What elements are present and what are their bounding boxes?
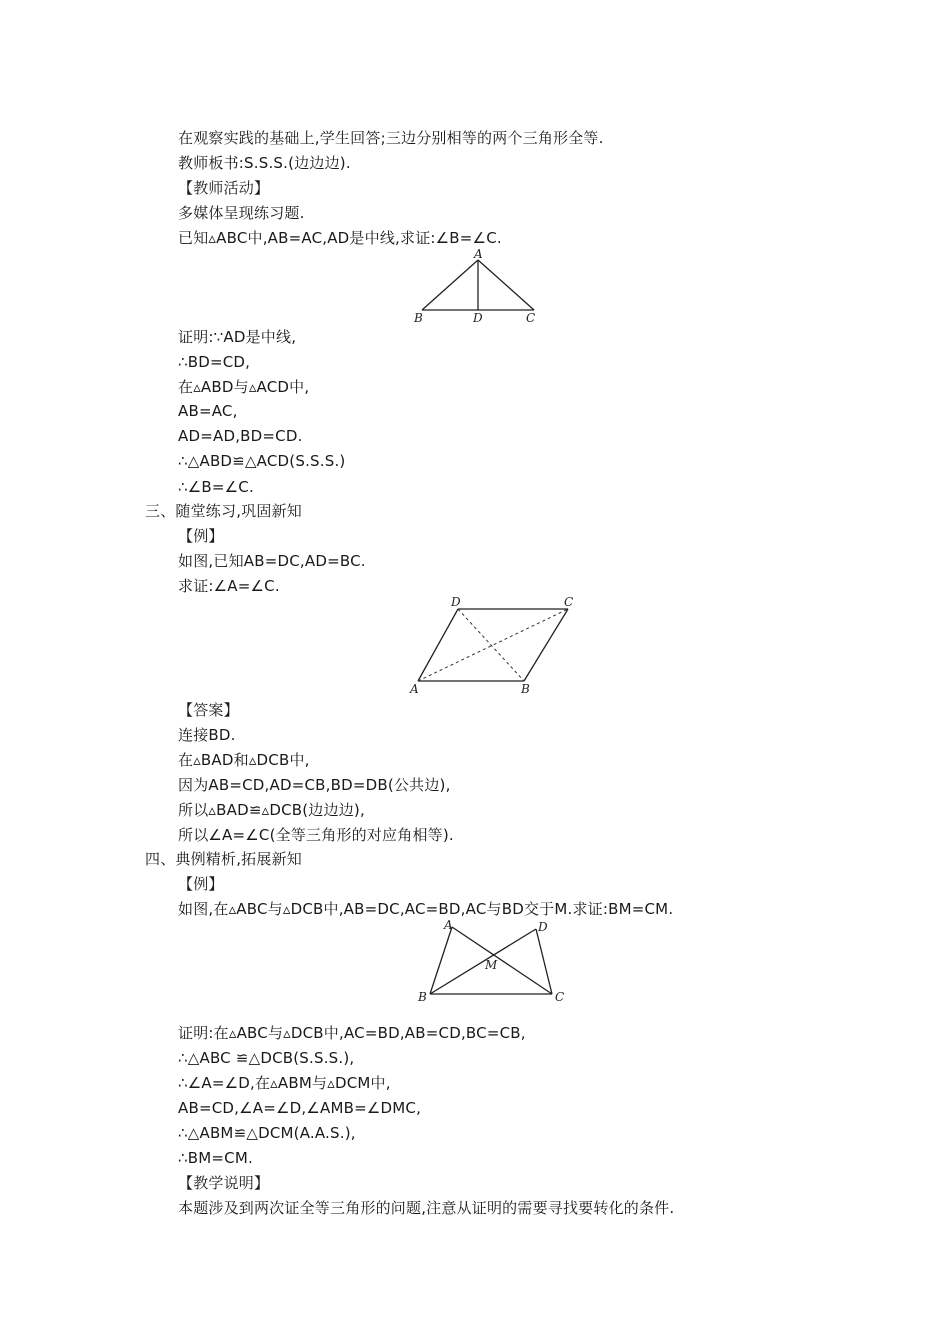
text-line: 多媒体呈现练习题. — [178, 204, 305, 222]
text-line: 教师板书:S.S.S.(边边边). — [178, 154, 351, 172]
text-line: ∴∠B=∠C. — [178, 478, 254, 496]
text-line: 所以▵BAD≌▵DCB(边边边), — [178, 801, 365, 819]
text-line: 如图,在▵ABC与▵DCB中,AB=DC,AC=BD,AC与BD交于M.求证:BM=CM. — [178, 900, 674, 918]
text-line: ∴△ABM≌△DCM(A.A.S.), — [178, 1124, 356, 1142]
text-line: 【教师活动】 — [178, 179, 270, 197]
point-label-m: M — [485, 958, 498, 972]
point-label-c: C — [564, 595, 574, 609]
text-line: ∴△ABC ≌△DCB(S.S.S.), — [178, 1049, 355, 1067]
text-line: 在▵BAD和▵DCB中, — [178, 751, 310, 769]
text-line: ∴BD=CD, — [178, 353, 251, 371]
point-label-c: C — [526, 311, 536, 325]
text-line: 已知▵ABC中,AB=AC,AD是中线,求证:∠B=∠C. — [178, 229, 502, 247]
point-label-a: A — [474, 247, 483, 261]
text-line: 【答案】 — [178, 701, 239, 719]
point-label-b: B — [418, 990, 427, 1004]
text-line: 本题涉及到两次证全等三角形的问题,注意从证明的需要寻找要转化的条件. — [178, 1199, 675, 1217]
section-heading: 四、典例精析,拓展新知 — [145, 850, 302, 868]
point-label-d: D — [451, 595, 461, 609]
text-line: 因为AB=CD,AD=CB,BD=DB(公共边), — [178, 776, 451, 794]
figure-triangle-median — [408, 246, 548, 326]
point-label-a: A — [444, 918, 453, 932]
point-label-d: D — [473, 311, 483, 325]
text-line: 【教学说明】 — [178, 1174, 270, 1192]
text-line: 在观察实践的基础上,学生回答;三边分别相等的两个三角形全等. — [178, 129, 604, 147]
text-line: 所以∠A=∠C(全等三角形的对应角相等). — [178, 826, 454, 844]
text-line: 在▵ABD与▵ACD中, — [178, 378, 310, 396]
text-line: ∴△ABD≌△ACD(S.S.S.) — [178, 452, 346, 470]
text-line: AD=AD,BD=CD. — [178, 427, 303, 445]
text-line: 如图,已知AB=DC,AD=BC. — [178, 552, 366, 570]
text-line: 证明:∵AD是中线, — [178, 328, 297, 346]
text-line: 【例】 — [178, 527, 224, 545]
text-line: 证明:在▵ABC与▵DCB中,AC=BD,AB=CD,BC=CB, — [178, 1024, 526, 1042]
text-line: AB=CD,∠A=∠D,∠AMB=∠DMC, — [178, 1099, 422, 1117]
point-label-c: C — [555, 990, 565, 1004]
text-line: ∴BM=CM. — [178, 1149, 253, 1167]
section-heading: 三、随堂练习,巩固新知 — [145, 502, 302, 520]
text-line: 求证:∠A=∠C. — [178, 577, 280, 595]
figure-parallelogram — [406, 593, 581, 698]
point-label-a: A — [410, 682, 419, 696]
point-label-d: D — [538, 920, 548, 934]
text-line: 【例】 — [178, 875, 224, 893]
point-label-b: B — [414, 311, 423, 325]
text-line: AB=AC, — [178, 402, 238, 420]
point-label-b: B — [521, 682, 530, 696]
figure-crossed-triangles — [412, 917, 577, 1007]
text-line: 连接BD. — [178, 726, 236, 744]
text-line: ∴∠A=∠D,在▵ABM与▵DCM中, — [178, 1074, 391, 1092]
